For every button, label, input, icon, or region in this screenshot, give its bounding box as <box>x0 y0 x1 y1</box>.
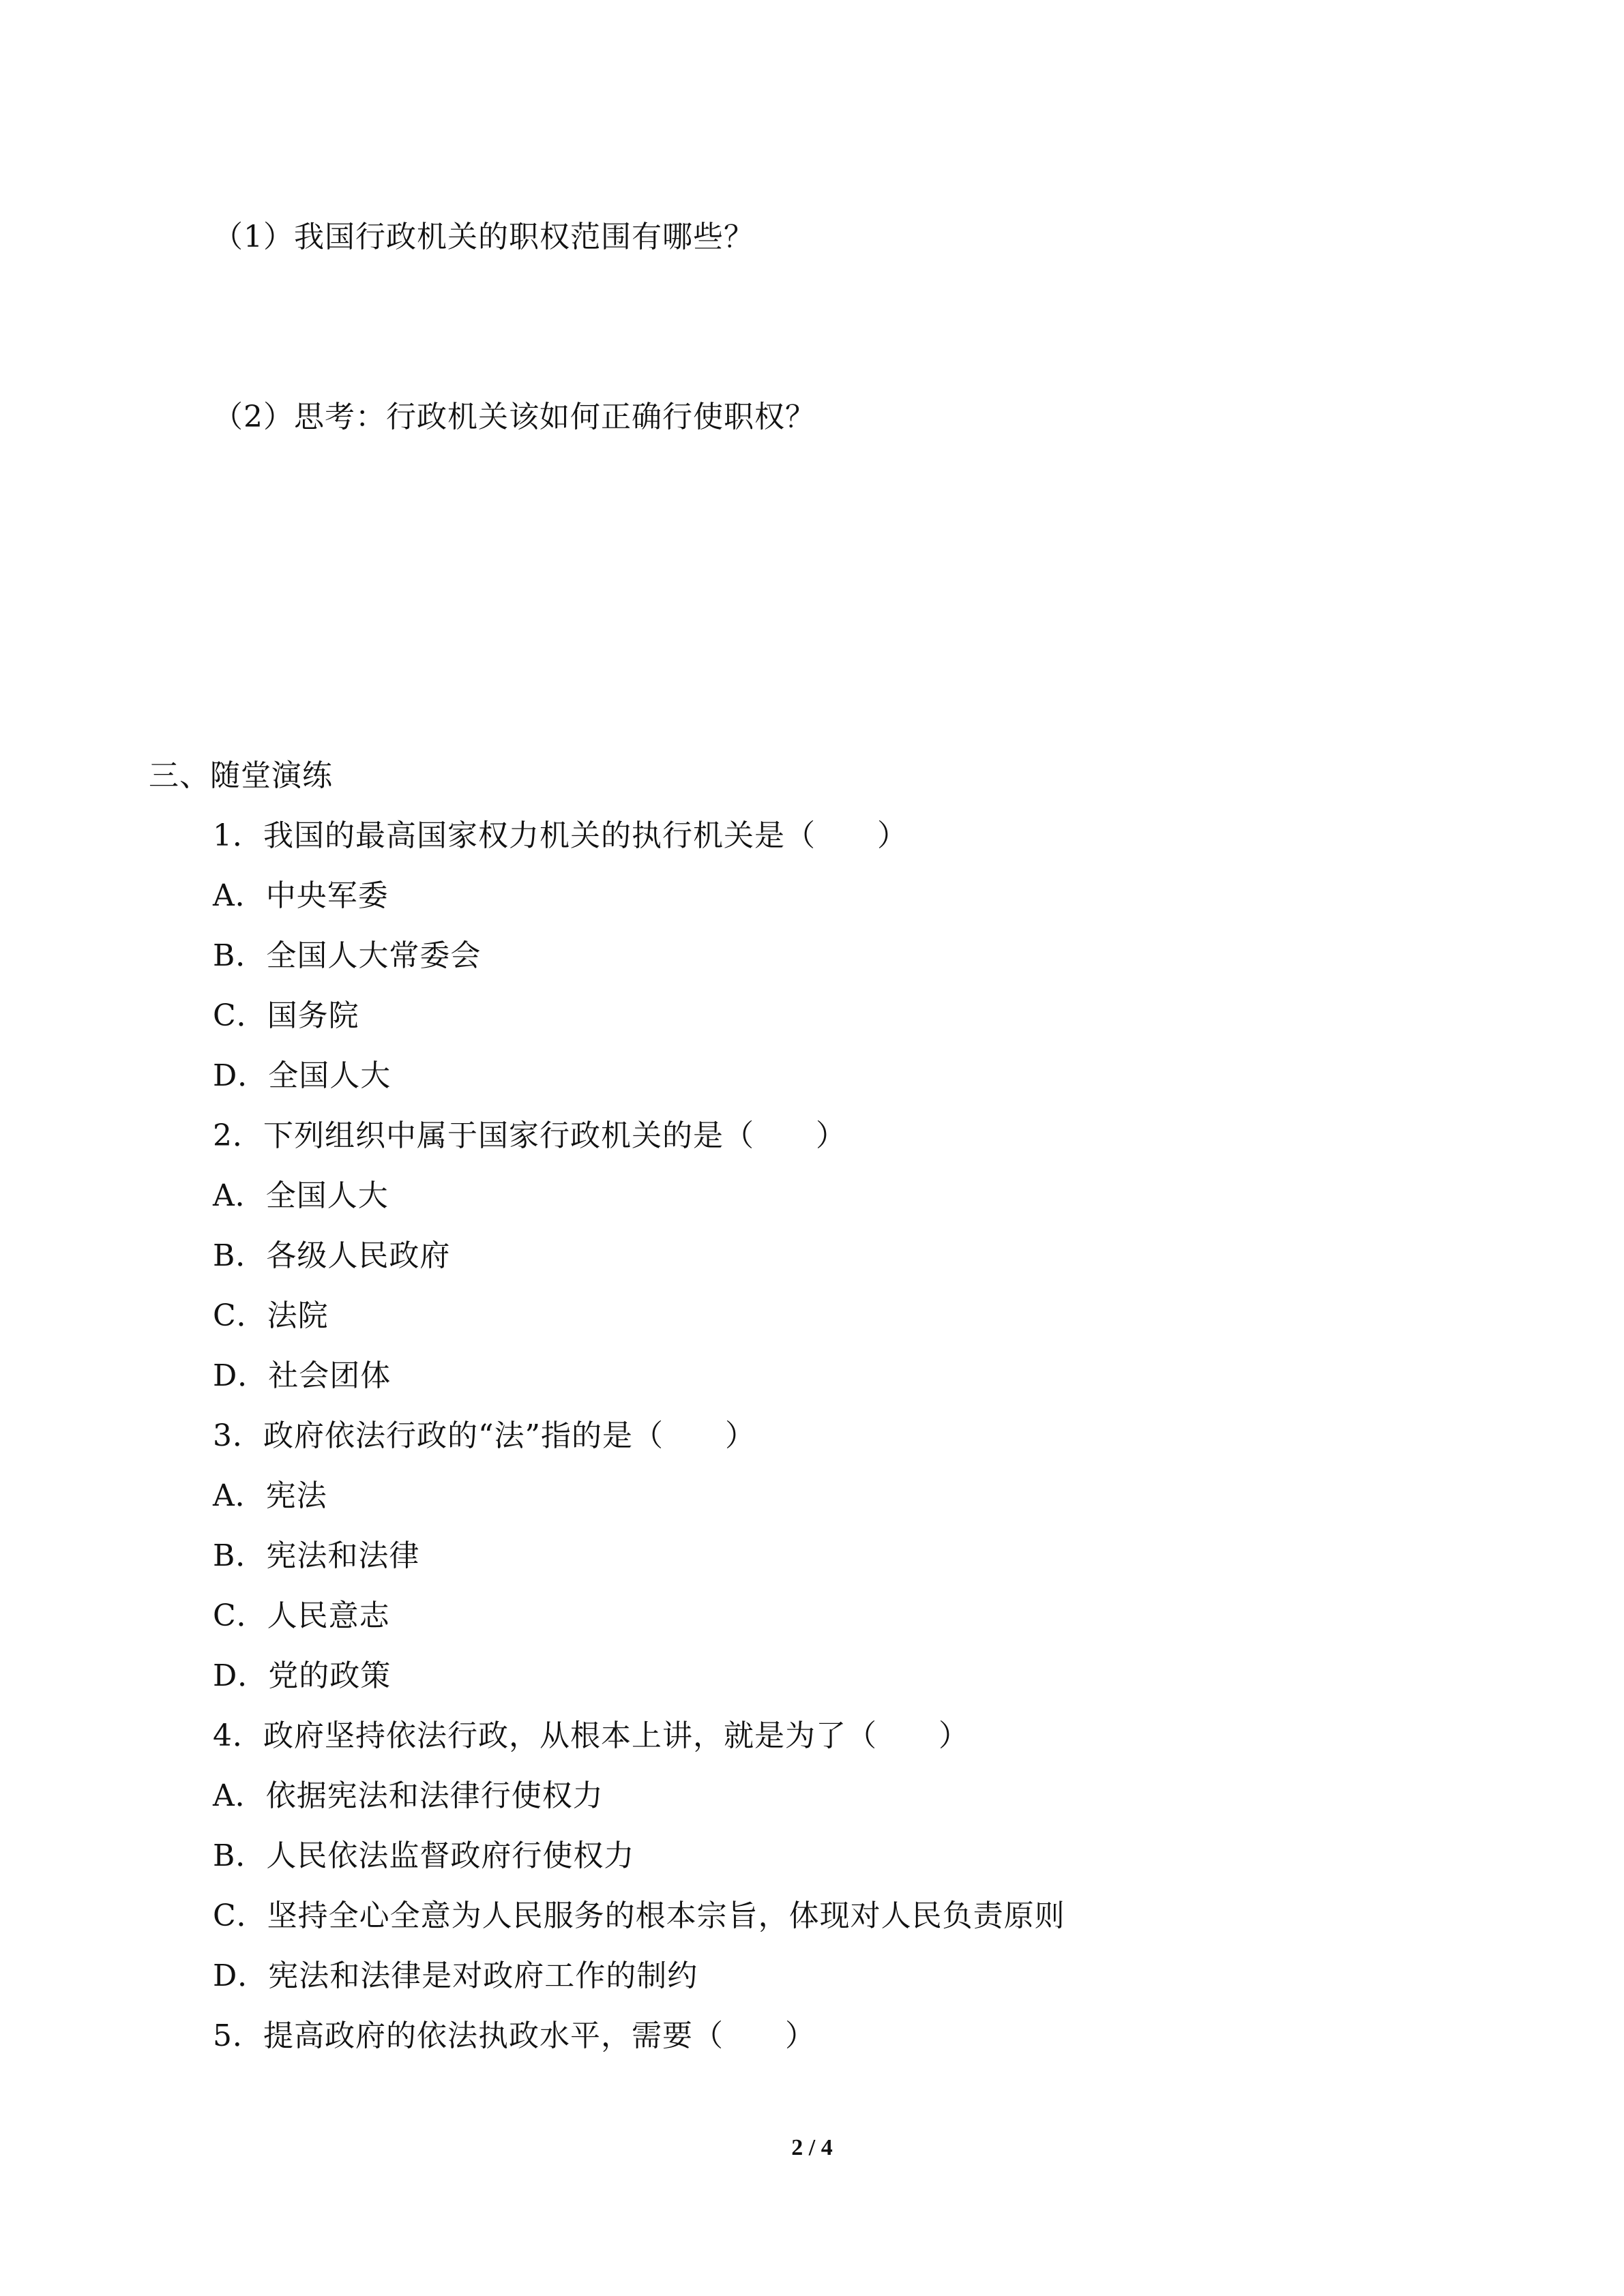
question-3-option-c: C．人民意志 <box>213 1598 390 1633</box>
question-4-option-b: B．人民依法监督政府行使权力 <box>213 1838 635 1873</box>
question-2-option-d: D．社会团体 <box>213 1358 392 1393</box>
thinking-question-1: （1）我国行政机关的职权范围有哪些？ <box>213 220 754 254</box>
question-1-option-d: D．全国人大 <box>213 1058 392 1093</box>
thinking-question-2: （2）思考：行政机关该如何正确行使职权？ <box>213 400 816 434</box>
question-3-option-d: D．党的政策 <box>213 1658 392 1693</box>
question-5-stem: 5．提高政府的依法执政水平，需要（ ） <box>213 2018 816 2053</box>
question-1-option-a: A．中央军委 <box>213 878 389 913</box>
question-4-option-c: C．坚持全心全意为人民服务的根本宗旨，体现对人民负责原则 <box>213 1898 1065 1933</box>
question-1-option-b: B．全国人大常委会 <box>213 938 482 973</box>
question-3-stem: 3．政府依法行政的“法”指的是（ ） <box>213 1418 756 1453</box>
question-1-option-c: C．国务院 <box>213 998 359 1033</box>
question-3-option-a: A．宪法 <box>213 1478 327 1513</box>
question-4-option-d: D．宪法和法律是对政府工作的制约 <box>213 1958 698 1993</box>
section-title: 三、随堂演练 <box>149 758 333 793</box>
page-number: 2 / 4 <box>791 2135 833 2160</box>
exercise-list <box>213 816 1065 2076</box>
question-2-stem: 2．下列组织中属于国家行政机关的是（ ） <box>213 1118 846 1153</box>
question-1-stem: 1．我国的最高国家权力机关的执行机关是（ ） <box>213 818 908 853</box>
question-2-option-b: B．各级人民政府 <box>213 1238 451 1273</box>
question-3-option-b: B．宪法和法律 <box>213 1538 420 1573</box>
question-4-option-a: A．依据宪法和法律行使权力 <box>213 1778 604 1813</box>
question-4-stem: 4．政府坚持依法行政，从根本上讲，就是为了（ ） <box>213 1718 969 1753</box>
question-2-option-c: C．法院 <box>213 1298 329 1333</box>
question-2-option-a: A．全国人大 <box>213 1178 389 1213</box>
